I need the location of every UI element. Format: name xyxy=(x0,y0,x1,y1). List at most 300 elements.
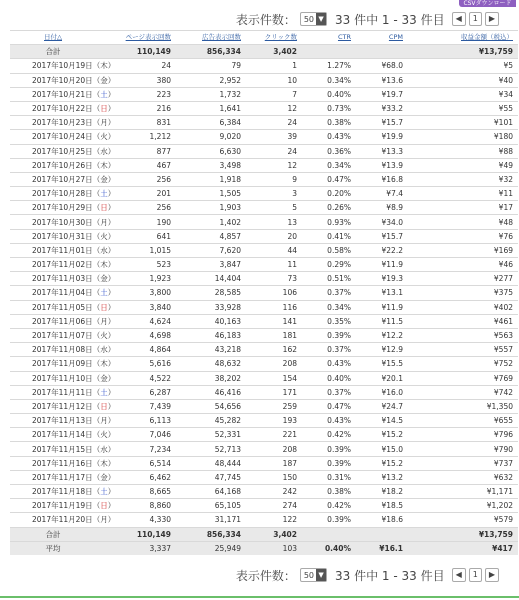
table-row xyxy=(10,485,518,499)
row-date xyxy=(10,229,116,243)
weekday-close: ） xyxy=(107,118,116,128)
weekday-close: ） xyxy=(107,401,116,411)
row-pageviews: 190 xyxy=(96,215,176,229)
weekday-open: （ xyxy=(92,472,101,482)
weekday-open: （ xyxy=(92,160,101,170)
row-cpm: ¥24.7 xyxy=(356,399,408,413)
weekday-open: （ xyxy=(92,274,101,284)
row-pageviews: 3,800 xyxy=(96,286,176,300)
row-ctr: 0.31% xyxy=(302,470,356,484)
date-text: 2017年10月26日 xyxy=(32,160,93,170)
col-header-ctr[interactable]: CTR xyxy=(302,31,356,45)
display-count-label: 表示件数： xyxy=(235,12,296,27)
row-cpm: ¥7.4 xyxy=(356,187,408,201)
row-ctr: 0.42% xyxy=(302,499,356,513)
prev-page-button[interactable]: ◀ xyxy=(452,12,466,26)
row-pageviews: 5,616 xyxy=(96,357,176,371)
row-ctr: 0.93% xyxy=(302,215,356,229)
row-clicks: 20 xyxy=(246,229,302,243)
weekday-close: ） xyxy=(107,75,116,85)
table-row xyxy=(10,286,518,300)
weekday-open: （ xyxy=(92,75,101,85)
weekday-open: （ xyxy=(92,288,101,298)
row-ctr: 0.34% xyxy=(302,73,356,87)
weekday: 土 xyxy=(100,387,108,397)
table-row xyxy=(10,499,518,513)
table-row xyxy=(10,73,518,87)
weekday-open: （ xyxy=(92,260,101,270)
table-header-row xyxy=(10,31,518,45)
row-clicks: 259 xyxy=(246,399,302,413)
row-revenue: ¥40 xyxy=(408,73,518,87)
row-clicks: 10 xyxy=(246,73,302,87)
row-clicks: 187 xyxy=(246,456,302,470)
row-clicks: 3 xyxy=(246,187,302,201)
weekday: 月 xyxy=(100,217,108,227)
row-pageviews: 8,860 xyxy=(96,499,176,513)
row-revenue: ¥76 xyxy=(408,229,518,243)
csv-download-button[interactable]: CSVダウンロード xyxy=(459,0,516,7)
row-impressions: 33,928 xyxy=(176,300,246,314)
table-row xyxy=(10,328,518,342)
weekday-close: ） xyxy=(107,430,116,440)
weekday-close: ） xyxy=(107,316,116,326)
row-impressions: 2,952 xyxy=(176,73,246,87)
row-cpm: ¥8.9 xyxy=(356,201,408,215)
row-clicks: 12 xyxy=(246,158,302,172)
row-pageviews: 8,665 xyxy=(96,485,176,499)
row-impressions: 4,857 xyxy=(176,229,246,243)
weekday-open: （ xyxy=(92,104,101,114)
row-impressions: 1,732 xyxy=(176,87,246,101)
row-impressions: 28,585 xyxy=(176,286,246,300)
row-pageviews: 4,330 xyxy=(96,513,176,527)
weekday-close: ） xyxy=(107,245,116,255)
total-ctr xyxy=(302,527,356,541)
row-ctr: 0.35% xyxy=(302,314,356,328)
row-cpm: ¥16.8 xyxy=(356,172,408,186)
row-revenue: ¥402 xyxy=(408,300,518,314)
row-cpm: ¥13.6 xyxy=(356,73,408,87)
row-cpm: ¥11.9 xyxy=(356,258,408,272)
row-pageviews: 7,234 xyxy=(96,442,176,456)
row-date xyxy=(10,116,116,130)
row-impressions: 38,202 xyxy=(176,371,246,385)
weekday-close: ） xyxy=(107,104,116,114)
row-pageviews: 6,462 xyxy=(96,470,176,484)
date-text: 2017年11月07日 xyxy=(32,331,93,341)
row-impressions: 3,498 xyxy=(176,158,246,172)
row-impressions: 48,444 xyxy=(176,456,246,470)
table-row xyxy=(10,229,518,243)
row-date xyxy=(10,371,116,385)
table-row xyxy=(10,243,518,257)
table-row xyxy=(10,101,518,115)
weekday-open: （ xyxy=(92,401,101,411)
row-ctr: 0.39% xyxy=(302,513,356,527)
weekday: 日 xyxy=(100,501,108,511)
table-row xyxy=(10,258,518,272)
row-cpm: ¥13.3 xyxy=(356,144,408,158)
row-date xyxy=(10,130,116,144)
weekday: 火 xyxy=(100,132,108,142)
total-ctr xyxy=(302,45,356,59)
col-header-clicks[interactable]: クリック数 xyxy=(246,31,302,45)
weekday-open: （ xyxy=(92,373,101,383)
row-revenue: ¥769 xyxy=(408,371,518,385)
row-pageviews: 256 xyxy=(96,172,176,186)
date-text: 2017年11月20日 xyxy=(32,515,93,525)
weekday: 金 xyxy=(100,174,108,184)
weekday-close: ） xyxy=(107,416,116,426)
chevron-down-icon: ▼ xyxy=(316,13,326,25)
row-date xyxy=(10,357,116,371)
date-text: 2017年11月08日 xyxy=(32,345,93,355)
row-revenue: ¥5 xyxy=(408,59,518,73)
row-ctr: 0.37% xyxy=(302,286,356,300)
row-cpm: ¥11.5 xyxy=(356,314,408,328)
row-cpm: ¥12.9 xyxy=(356,343,408,357)
col-header-pageviews[interactable]: ページ表示回数 xyxy=(96,31,176,45)
total-revenue: ¥13,759 xyxy=(408,45,518,59)
row-impressions: 65,105 xyxy=(176,499,246,513)
prev-page-button[interactable]: ◀ xyxy=(452,568,466,582)
row-ctr: 0.29% xyxy=(302,258,356,272)
weekday: 月 xyxy=(100,515,108,525)
weekday-open: （ xyxy=(92,487,101,497)
row-date xyxy=(10,328,116,342)
date-text: 2017年10月20日 xyxy=(32,75,93,85)
per-page-select[interactable]: 50 ▼ xyxy=(300,568,327,582)
average-label: 平均 xyxy=(10,541,96,555)
date-text: 2017年11月11日 xyxy=(32,387,93,397)
next-page-button[interactable]: ▶ xyxy=(485,12,499,26)
weekday-close: ） xyxy=(107,345,116,355)
table-row xyxy=(10,215,518,229)
row-revenue: ¥461 xyxy=(408,314,518,328)
row-impressions: 79 xyxy=(176,59,246,73)
weekday: 日 xyxy=(100,203,108,213)
page-number-button[interactable]: 1 xyxy=(469,568,482,582)
row-ctr: 0.20% xyxy=(302,187,356,201)
row-cpm: ¥22.2 xyxy=(356,243,408,257)
row-cpm: ¥15.7 xyxy=(356,116,408,130)
table-row xyxy=(10,272,518,286)
row-pageviews: 4,522 xyxy=(96,371,176,385)
total-rev: ¥13,759 xyxy=(408,527,518,541)
row-revenue: ¥277 xyxy=(408,272,518,286)
date-text: 2017年10月29日 xyxy=(32,203,93,213)
row-clicks: 12 xyxy=(246,101,302,115)
date-text: 2017年11月12日 xyxy=(32,401,93,411)
row-date xyxy=(10,513,116,527)
row-cpm: ¥33.2 xyxy=(356,101,408,115)
row-impressions: 1,641 xyxy=(176,101,246,115)
weekday: 日 xyxy=(100,302,108,312)
table-row xyxy=(10,187,518,201)
row-date xyxy=(10,158,116,172)
total-pv: 110,149 xyxy=(96,527,176,541)
weekday: 木 xyxy=(100,61,108,71)
table-row xyxy=(10,144,518,158)
date-text: 2017年11月17日 xyxy=(32,472,93,482)
row-pageviews: 24 xyxy=(96,59,176,73)
row-impressions: 40,163 xyxy=(176,314,246,328)
date-text: 2017年11月15日 xyxy=(32,444,93,454)
row-pageviews: 216 xyxy=(96,101,176,115)
date-text: 2017年10月24日 xyxy=(32,132,93,142)
row-date xyxy=(10,272,116,286)
row-pageviews: 7,439 xyxy=(96,399,176,413)
weekday-close: ） xyxy=(107,331,116,341)
row-date xyxy=(10,172,116,186)
row-cpm: ¥18.2 xyxy=(356,485,408,499)
row-ctr: 0.37% xyxy=(302,343,356,357)
weekday: 月 xyxy=(100,118,108,128)
row-clicks: 1 xyxy=(246,59,302,73)
row-cpm: ¥15.5 xyxy=(356,357,408,371)
col-header-impressions[interactable]: 広告表示回数 xyxy=(176,31,246,45)
row-cpm: ¥15.7 xyxy=(356,229,408,243)
weekday-close: ） xyxy=(107,203,116,213)
row-pageviews: 4,624 xyxy=(96,314,176,328)
row-cpm: ¥18.6 xyxy=(356,513,408,527)
date-text: 2017年10月21日 xyxy=(32,89,93,99)
row-clicks: 39 xyxy=(246,130,302,144)
weekday-close: ） xyxy=(107,146,116,156)
row-cpm: ¥15.2 xyxy=(356,456,408,470)
date-text: 2017年11月18日 xyxy=(32,487,93,497)
table-row xyxy=(10,456,518,470)
weekday-open: （ xyxy=(92,118,101,128)
page-number-button[interactable]: 1 xyxy=(469,12,482,26)
row-date xyxy=(10,485,116,499)
row-impressions: 43,218 xyxy=(176,343,246,357)
row-clicks: 193 xyxy=(246,414,302,428)
row-pageviews: 523 xyxy=(96,258,176,272)
total-cpm xyxy=(356,527,408,541)
weekday-open: （ xyxy=(92,203,101,213)
row-ctr: 0.40% xyxy=(302,87,356,101)
col-header-cpm[interactable]: CPM xyxy=(356,31,408,45)
row-revenue: ¥557 xyxy=(408,343,518,357)
row-revenue: ¥655 xyxy=(408,414,518,428)
table-row xyxy=(10,442,518,456)
weekday: 木 xyxy=(100,359,108,369)
weekday-close: ） xyxy=(107,472,116,482)
row-date xyxy=(10,442,116,456)
weekday-close: ） xyxy=(107,373,116,383)
table-row xyxy=(10,158,518,172)
row-pageviews: 201 xyxy=(96,187,176,201)
row-clicks: 221 xyxy=(246,428,302,442)
weekday-open: （ xyxy=(92,515,101,525)
weekday: 火 xyxy=(100,430,108,440)
row-ctr: 0.38% xyxy=(302,485,356,499)
table-row xyxy=(10,130,518,144)
row-cpm: ¥16.0 xyxy=(356,385,408,399)
row-impressions: 14,404 xyxy=(176,272,246,286)
row-ctr: 0.41% xyxy=(302,229,356,243)
weekday-close: ） xyxy=(107,61,116,71)
row-impressions: 52,331 xyxy=(176,428,246,442)
row-revenue: ¥1,171 xyxy=(408,485,518,499)
date-text: 2017年11月05日 xyxy=(32,302,93,312)
row-impressions: 9,020 xyxy=(176,130,246,144)
total-impressions: 856,334 xyxy=(176,45,246,59)
row-clicks: 73 xyxy=(246,272,302,286)
row-impressions: 47,745 xyxy=(176,470,246,484)
row-clicks: 122 xyxy=(246,513,302,527)
table-row xyxy=(10,343,518,357)
weekday: 水 xyxy=(100,245,108,255)
date-text: 2017年10月22日 xyxy=(32,104,93,114)
weekday-open: （ xyxy=(92,458,101,468)
row-revenue: ¥579 xyxy=(408,513,518,527)
row-date xyxy=(10,286,116,300)
weekday: 土 xyxy=(100,288,108,298)
row-cpm: ¥13.9 xyxy=(356,158,408,172)
table-row xyxy=(10,399,518,413)
col-header-date[interactable]: 日付△ xyxy=(10,31,96,45)
row-date xyxy=(10,101,116,115)
date-text: 2017年10月28日 xyxy=(32,189,93,199)
row-ctr: 1.27% xyxy=(302,59,356,73)
row-date xyxy=(10,258,116,272)
date-text: 2017年11月09日 xyxy=(32,359,93,369)
weekday-open: （ xyxy=(92,416,101,426)
row-revenue: ¥46 xyxy=(408,258,518,272)
row-ctr: 0.34% xyxy=(302,158,356,172)
weekday: 土 xyxy=(100,487,108,497)
date-text: 2017年11月03日 xyxy=(32,274,93,284)
weekday-open: （ xyxy=(92,146,101,156)
row-pageviews: 6,113 xyxy=(96,414,176,428)
weekday-open: （ xyxy=(92,245,101,255)
row-date xyxy=(10,87,116,101)
table-row xyxy=(10,470,518,484)
row-ctr: 0.34% xyxy=(302,300,356,314)
row-pageviews: 4,864 xyxy=(96,343,176,357)
row-revenue: ¥1,202 xyxy=(408,499,518,513)
weekday-open: （ xyxy=(92,359,101,369)
weekday-close: ） xyxy=(107,174,116,184)
row-revenue: ¥563 xyxy=(408,328,518,342)
row-date xyxy=(10,59,116,73)
row-date xyxy=(10,215,116,229)
row-date xyxy=(10,73,116,87)
row-clicks: 208 xyxy=(246,442,302,456)
row-cpm: ¥19.3 xyxy=(356,272,408,286)
row-revenue: ¥48 xyxy=(408,215,518,229)
row-date xyxy=(10,414,116,428)
display-count-label: 表示件数： xyxy=(235,568,296,583)
total-label: 合計 xyxy=(10,527,96,541)
weekday-open: （ xyxy=(92,89,101,99)
row-impressions: 1,505 xyxy=(176,187,246,201)
row-revenue: ¥180 xyxy=(408,130,518,144)
row-impressions: 7,620 xyxy=(176,243,246,257)
table-row xyxy=(10,371,518,385)
row-pageviews: 467 xyxy=(96,158,176,172)
weekday: 土 xyxy=(100,89,108,99)
total-cpm xyxy=(356,45,408,59)
table-row xyxy=(10,201,518,215)
row-clicks: 162 xyxy=(246,343,302,357)
row-impressions: 45,282 xyxy=(176,414,246,428)
report-table xyxy=(10,30,518,555)
row-revenue: ¥737 xyxy=(408,456,518,470)
row-revenue: ¥790 xyxy=(408,442,518,456)
footer-divider xyxy=(0,596,519,598)
row-ctr: 0.37% xyxy=(302,385,356,399)
weekday-close: ） xyxy=(107,89,116,99)
weekday-close: ） xyxy=(107,189,116,199)
row-impressions: 1,918 xyxy=(176,172,246,186)
row-ctr: 0.51% xyxy=(302,272,356,286)
row-revenue: ¥17 xyxy=(408,201,518,215)
row-date xyxy=(10,300,116,314)
weekday-open: （ xyxy=(92,316,101,326)
pager-bottom xyxy=(236,566,499,584)
weekday: 火 xyxy=(100,231,108,241)
row-clicks: 141 xyxy=(246,314,302,328)
weekday-open: （ xyxy=(92,430,101,440)
row-pageviews: 1,015 xyxy=(96,243,176,257)
average-clicks: 103 xyxy=(246,541,302,555)
row-cpm: ¥11.9 xyxy=(356,300,408,314)
average-cpm: ¥16.1 xyxy=(356,541,408,555)
date-text: 2017年11月13日 xyxy=(32,416,93,426)
row-date xyxy=(10,456,116,470)
row-revenue: ¥55 xyxy=(408,101,518,115)
weekday-close: ） xyxy=(107,217,116,227)
date-text: 2017年10月30日 xyxy=(32,217,93,227)
total-pageviews: 110,149 xyxy=(96,45,176,59)
row-pageviews: 380 xyxy=(96,73,176,87)
total-label: 合計 xyxy=(10,45,96,59)
row-impressions: 46,183 xyxy=(176,328,246,342)
table-row xyxy=(10,87,518,101)
row-ctr: 0.43% xyxy=(302,357,356,371)
table-row xyxy=(10,314,518,328)
weekday-close: ） xyxy=(107,160,116,170)
col-header-revenue[interactable]: 収益金額（税込） xyxy=(408,31,518,45)
date-text: 2017年10月31日 xyxy=(32,231,93,241)
table-row xyxy=(10,300,518,314)
per-page-select[interactable]: 50 ▼ xyxy=(300,12,327,26)
row-cpm: ¥68.0 xyxy=(356,59,408,73)
average-imp: 25,949 xyxy=(176,541,246,555)
row-pageviews: 831 xyxy=(96,116,176,130)
next-page-button[interactable]: ▶ xyxy=(485,568,499,582)
row-date xyxy=(10,470,116,484)
row-revenue: ¥632 xyxy=(408,470,518,484)
date-text: 2017年11月06日 xyxy=(32,316,93,326)
row-date xyxy=(10,243,116,257)
table-row xyxy=(10,357,518,371)
row-clicks: 11 xyxy=(246,258,302,272)
weekday-close: ） xyxy=(107,515,116,525)
row-pageviews: 1,212 xyxy=(96,130,176,144)
date-text: 2017年11月01日 xyxy=(32,245,93,255)
average-row xyxy=(10,541,518,555)
row-impressions: 1,903 xyxy=(176,201,246,215)
total-imp: 856,334 xyxy=(176,527,246,541)
weekday: 金 xyxy=(100,274,108,284)
row-date xyxy=(10,144,116,158)
weekday-close: ） xyxy=(107,444,116,454)
